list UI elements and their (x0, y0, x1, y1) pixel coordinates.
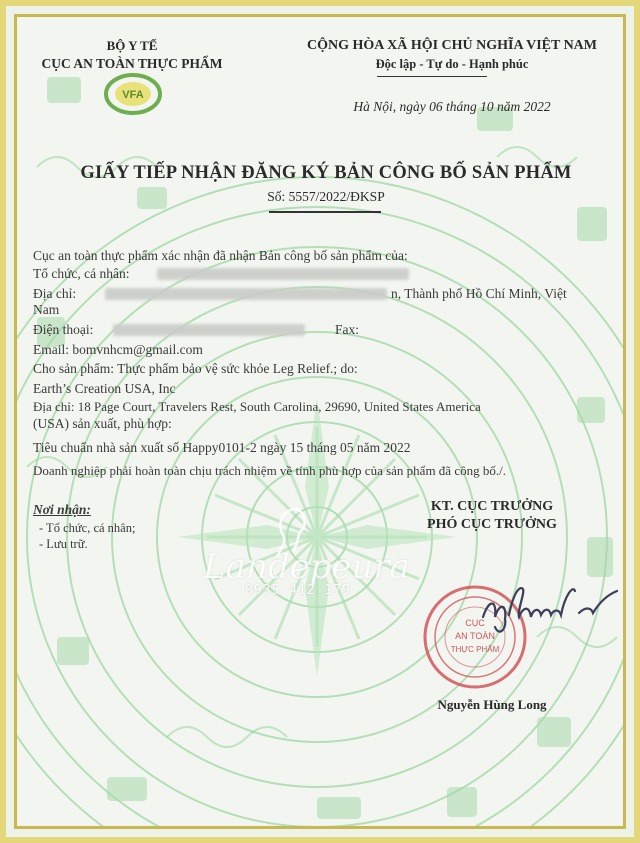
manufacturer-name: Earth’s Creation USA, Inc (33, 381, 176, 396)
vfa-logo-text: VFA (122, 89, 144, 101)
org-label: Tổ chức, cá nhân: (33, 266, 130, 281)
document-number: Số: 5557/2022/ĐKSP (267, 189, 385, 204)
fax-label: Fax: (335, 322, 360, 337)
handwritten-signature (479, 577, 626, 637)
stamp-text-1: CỤC (465, 618, 485, 628)
recipients-label: Nơi nhận: (33, 502, 91, 517)
address-tail-2: Nam (33, 302, 60, 317)
ministry-name: BỘ Y TẾ (106, 38, 158, 53)
document-sheet (14, 14, 626, 829)
signature-handwriting-text: ngthucdi (479, 577, 483, 578)
standard-line: Tiêu chuẩn nhà sản xuất số Happy0101-2 ngày 15 tháng 05 năm 2022 (33, 440, 411, 455)
address-label: Địa chỉ: (33, 286, 77, 301)
product-line: Cho sản phẩm: Thực phẩm bảo vệ sức khỏe Leg Relief.; do: (33, 361, 358, 376)
stamp-text-3: THỰC PHẨM (450, 645, 500, 654)
responsibility-line: Doanh nghiệp phải hoàn toàn chịu trách nhiệm về tính phù hợp của sản phẩm đã công bố./. (33, 463, 506, 478)
signature-title-1: KT. CỤC TRƯỞNG (430, 499, 554, 514)
country-name: CỘNG HÒA XÃ HỘI CHỦ NGHĨA VIỆT NAM (306, 38, 597, 53)
intro-line: Cục an toàn thực phẩm xác nhận đã nhận Bản công bố sản phẩm của: (33, 248, 408, 263)
watermark-phone: 0935 412 179 (245, 583, 351, 598)
signer-name: Nguyễn Hùng Long (437, 697, 547, 712)
national-motto: Độc lập - Tự do - Hạnh phúc (375, 57, 529, 71)
manufacturer-address-2: (USA) sản xuất, phù hợp: (33, 416, 172, 431)
document-title: GIẤY TIẾP NHẬN ĐĂNG KÝ BẢN CÔNG BỐ SẢN PHẨM (80, 163, 572, 183)
manufacturer-address: Địa chỉ: 18 Page Court, Travelers Rest, South Carolina, 29690, United States America (33, 399, 481, 414)
signature-title-2: PHÓ CỤC TRƯỞNG (427, 517, 557, 532)
issue-date: Hà Nội, ngày 06 tháng 10 năm 2022 (353, 99, 551, 114)
email-line: Email: bomvnhcm@gmail.com (33, 342, 203, 357)
address-redaction (105, 288, 387, 300)
motto-underline (377, 76, 487, 77)
recipient-item: - Tổ chức, cá nhân; (39, 521, 136, 535)
address-tail: n, Thành phố Hồ Chí Minh, Việt (391, 286, 567, 301)
vfa-logo (103, 72, 163, 116)
stamp-text-2: AN TOÀN (455, 631, 495, 641)
recipient-item: - Lưu trữ. (39, 537, 88, 551)
org-redaction (157, 268, 409, 280)
phone-label: Điện thoại: (33, 322, 94, 337)
phone-redaction (113, 324, 305, 336)
title-underline (269, 211, 381, 213)
department-name: CỤC AN TOÀN THỰC PHẨM (41, 56, 223, 71)
watermark-brand: Landepeura (203, 547, 410, 587)
